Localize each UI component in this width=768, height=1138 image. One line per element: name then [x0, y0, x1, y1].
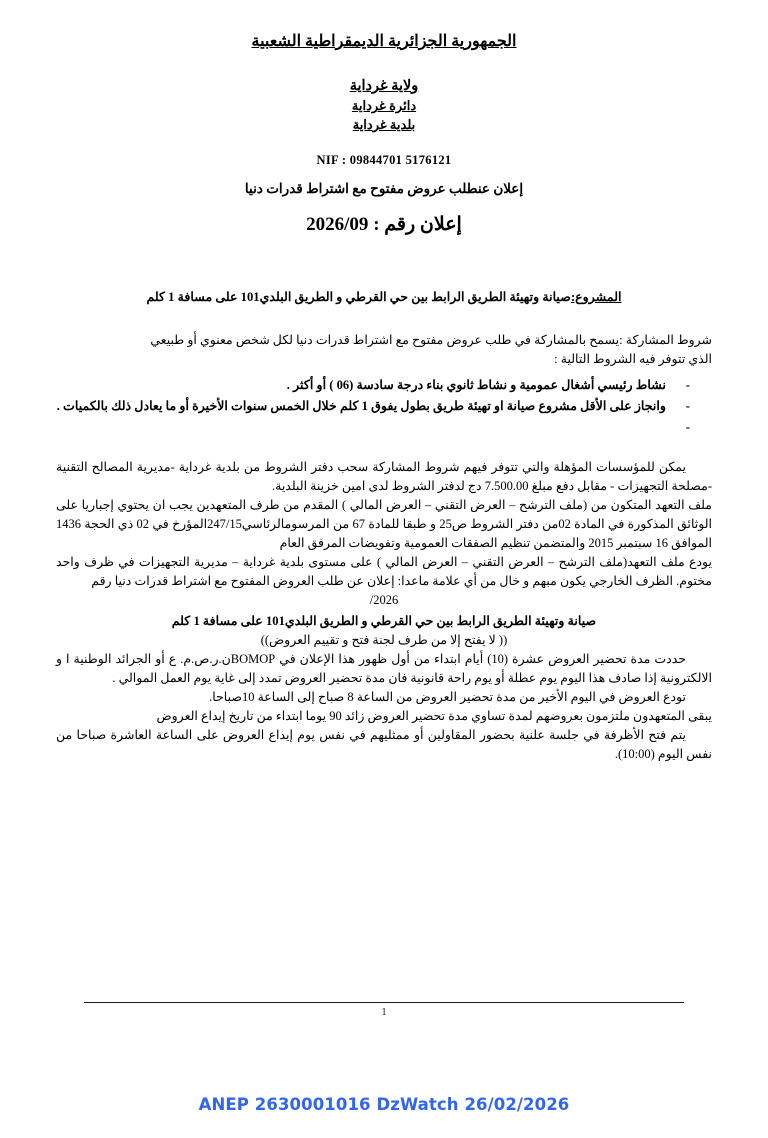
project-title: صيانة وتهيئة الطريق الرابط بين حي القرطي و الطريق البلدي101 على مسافة 1 كلم: [146, 289, 571, 304]
notice-number: [56, 213, 712, 236]
footer-divider: [84, 1002, 684, 1003]
participation-intro-line-1: شروط المشاركة :يسمح بالمشاركة في طلب عروض مفتوح مع اشتراط قدرات دنيا لكل شخص معنوي أو طبيعي: [150, 332, 712, 347]
condition-item: - نشاط رئيسي أشغال عمومية و نشاط ثانوي بناء درجة سادسة (06 ) أو أكثر .: [56, 375, 696, 395]
participation-section: [56, 331, 712, 435]
body-section: [56, 458, 712, 763]
notice-number-value: 2026/09: [306, 213, 369, 235]
republic-heading: الجمهورية الجزائرية الديمقراطية الشعبية: [251, 33, 517, 50]
participation-intro-line-2: الذي تتوفر فيه الشروط التالية :: [554, 351, 712, 366]
condition-item: - وانجاز على الأقل مشروع صيانة او تهيئة طريق بطول يفوق 1 كلم خلال الخمس سنوات الأخيرة أو ما يعادل ذلك بالكميات .: [56, 396, 696, 416]
body-paragraph-deposit-hours: تودع العروض في اليوم الأخير من مدة تحضير العروض من الساعة 8 صباح إلى الساعة 10صباحا.: [209, 689, 686, 704]
body-submission-number: 2026/: [369, 593, 399, 608]
conditions-list: [56, 375, 712, 435]
body-paragraph-withdrawal: يمكن للمؤسسات المؤهلة والتي تتوفر فيهم شروط المشاركة سحب دفتر الشروط من بلدية غرداية -مديرية المصالح التقنية -مصلحة التجهيزات - مقابل دفع مبلغ 7.500.00 دج لدفتر الشروط لدى امين خزينة البلدية.: [56, 460, 712, 494]
body-submission-project: صيانة وتهيئة الطريق الرابط بين حي القرطي و الطريق البلدي101 على مسافة 1 كلم: [171, 614, 597, 629]
sealed-envelope-note: (( لا يفتح إلا من طرف لجنة فتح و تقييم العروض)): [260, 633, 508, 648]
notice-kind: إعلان عنطلب عروض مفتوح مع اشتراط قدرات دنيا: [244, 180, 524, 196]
nif-number: NIF : 09844701 5176121: [316, 152, 452, 167]
notice-number-label: إعلان رقم :: [373, 213, 462, 235]
page-number: 1: [381, 1006, 387, 1018]
project-label: المشروع:: [570, 289, 622, 304]
body-paragraph-submission: يودع ملف التعهد(ملف الترشح – العرض التقني – العرض المالي ) على مستوى بلدية غرداية – مديرية التجهيزات في ظرف واحد مختوم. الظرف الخارجي يكون مبهم و خال من أي علامة ماعدا: إعلان عن طلب العروض المفتوح مع اشتراط قدرات دنيا رقم: [56, 555, 712, 589]
baladia-heading: بلدية غرداية: [352, 116, 416, 132]
body-paragraph-validity: يبقى المتعهدون ملتزمون بعروضهم لمدة تساوي مدة تحضير العروض زائد 90 يوما ابتداء من تاريخ إيداع العروض: [156, 708, 712, 723]
daira-heading: دائرة غرداية: [351, 98, 417, 114]
project-title-line: [56, 288, 712, 307]
body-paragraph-opening: يتم فتح الأظرفة في جلسة علنية بحضور المقاولين أو ممثليهم في نفس يوم إيداع العروض على الساعة العاشرة صباحا من نفس اليوم (10:00).: [56, 727, 712, 761]
wilaya-heading: ولاية غرداية: [349, 78, 419, 94]
body-paragraph-bid-file: ملف التعهد المتكون من (ملف الترشح – العرض التقني – العرض المالي ) المقدم من طرف المتعهدين يجب ان يحتوي إجباريا على الوثائق المذكورة في المادة 02من دفتر الشروط ص25 و طبقا للمادة 67 من المرسومالرئاسي247/15المؤرخ في 02 ذي الحجة 1436 الموافق 16 سبتمبر 2015 والمتضمن تنظيم الصفقات العمومية وتفويضات المرفق العام: [56, 498, 712, 551]
document-header: [56, 30, 712, 135]
anep-footer: ANEP 2630001016 DzWatch 26/02/2026: [198, 1095, 570, 1114]
body-paragraph-deadline: حددت مدة تحضير العروض عشرة (10) أيام ابتداء من أول ظهور هذا الإعلان في BOMOPن.ر.ص.م. ع أو الجرائد الوطنية ا و الالكترونية إذا صادف هذا اليوم يوم عطلة أو يوم راحة قانونية فان مدة تحضير العروض تمدد إلى غاية يوم العمل الموالي .: [56, 651, 712, 685]
condition-item: [56, 417, 696, 434]
